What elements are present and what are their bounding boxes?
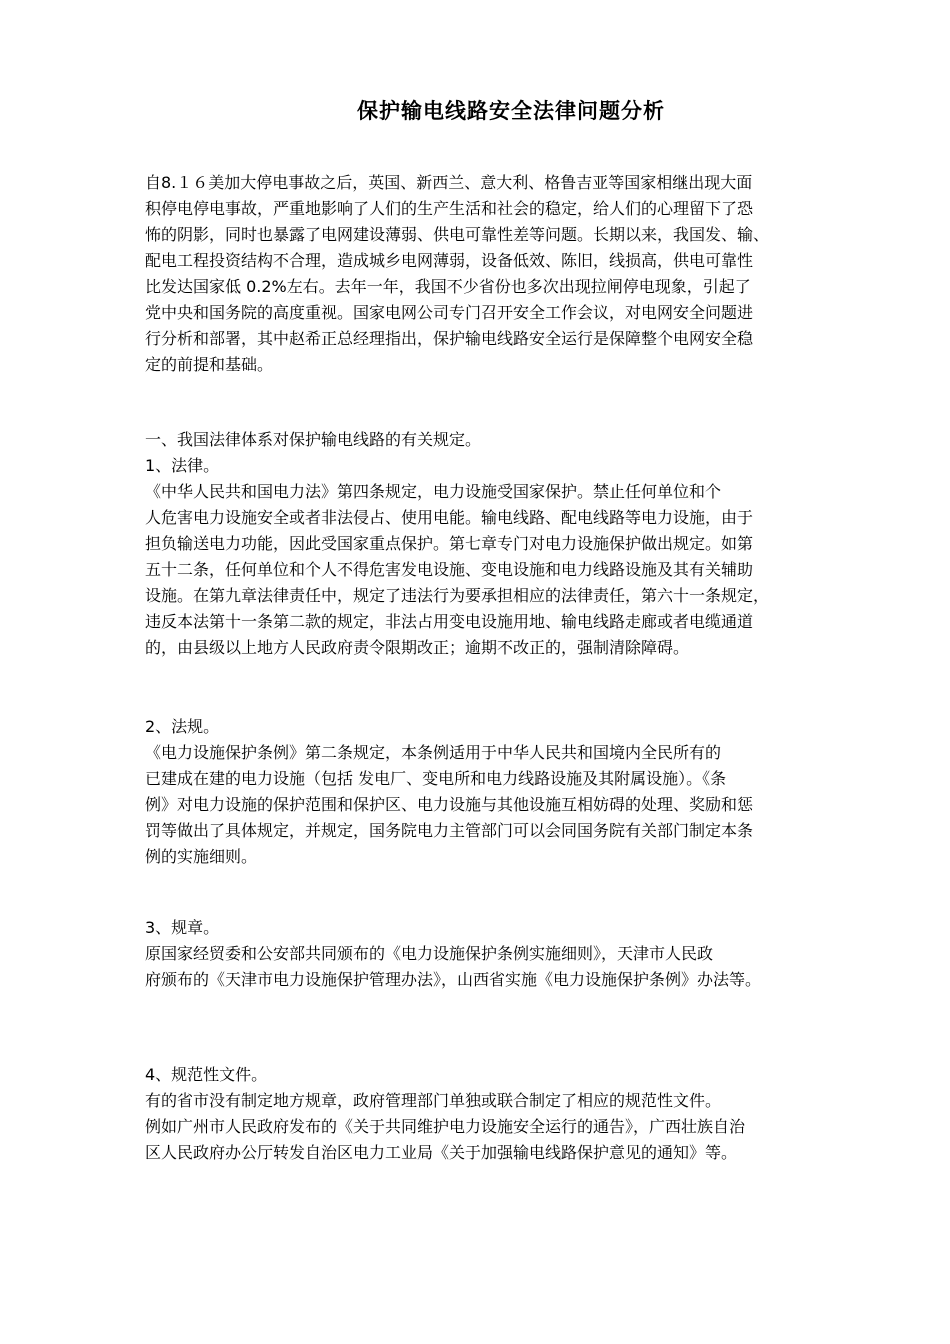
intro-paragraph: 自8.１６美加大停电事故之后，英国、新西兰、意大利、格鲁吉亚等国家相继出现大面 积停电停电事故，严重地影响了人们的生产生活和社会的稳定，给人们的心理留下了恐 怖的阴影，同时也暴露了电网建设薄弱、供电可靠性差等问题。长期以来，我国发、输、 配电工程投资结构不合理，造成城乡电网薄弱，设备低效、陈旧，线损高，供电可靠性 比发达国家低 0.2%左右。去年一年，我国不少省份也多次出现拉闸停电现象，引起了 党中央和国务院的高度重视。国家电网公司专门召开安全工作会议，对电网安全问题进 行分析和部署，其中赵希正总经理指出，保护输电线路安全运行是保障整个电网安全稳 定的前提和基础。: [145, 173, 770, 374]
section-law: 一、我国法律体系对保护输电线路的有关规定。 1、法律。 《中华人民共和国电力法》第四条规定，电力设施受国家保护。禁止任何单位和个 人危害电力设施安全或者非法侵占、使用电能。输电线路、配电线路等电力设施，由于 担负输送电力功能，因此受国家重点保护。第七章专门对电力设施保护做出规定。如第 五十二条，任何单位和个人不得危害发电设施、变电设施和电力线路设施及其有关辅助 设施。在第九章法律责任中，规定了违法行为要承担相应的法律责任，第六十一条规定， 违反本法第十一条第二款的规定，非法占用变电设施用地、输电线路走廊或者电缆通道 的，由县级以上地方人民政府责令限期改正；逾期不改正的，强制清除障碍。: [145, 430, 770, 657]
section-normative-documents: 4、规范性文件。 有的省市没有制定地方规章，政府管理部门单独或联合制定了相应的规范性文件。 例如广州市人民政府发布的《关于共同维护电力设施安全运行的通告》，广西壮族自治 区人民政府办公厅转发自治区电力工业局《关于加强输电线路保护意见的通知》等。: [145, 1065, 746, 1162]
section-rules: 3、规章。 原国家经贸委和公安部共同颁布的《电力设施保护条例实施细则》，天津市人民政 府颁布的《天津市电力设施保护管理办法》，山西省实施《电力设施保护条例》办法等。: [145, 918, 762, 989]
document-title: 保护输电线路安全法律问题分析: [357, 99, 665, 123]
section-regulations: 2、法规。 《电力设施保护条例》第二条规定，本条例适用于中华人民共和国境内全民所有的 已建成在建的电力设施（包括 发电厂、变电所和电力线路设施及其附属设施）。《条 例》对电力设施的保护范围和保护区、电力设施与其他设施互相妨碍的处理、奖励和惩 罚等做出了具体规定，并规定，国务院电力主管部门可以会同国务院有关部门制定本条 例的实施细则。: [145, 717, 754, 866]
